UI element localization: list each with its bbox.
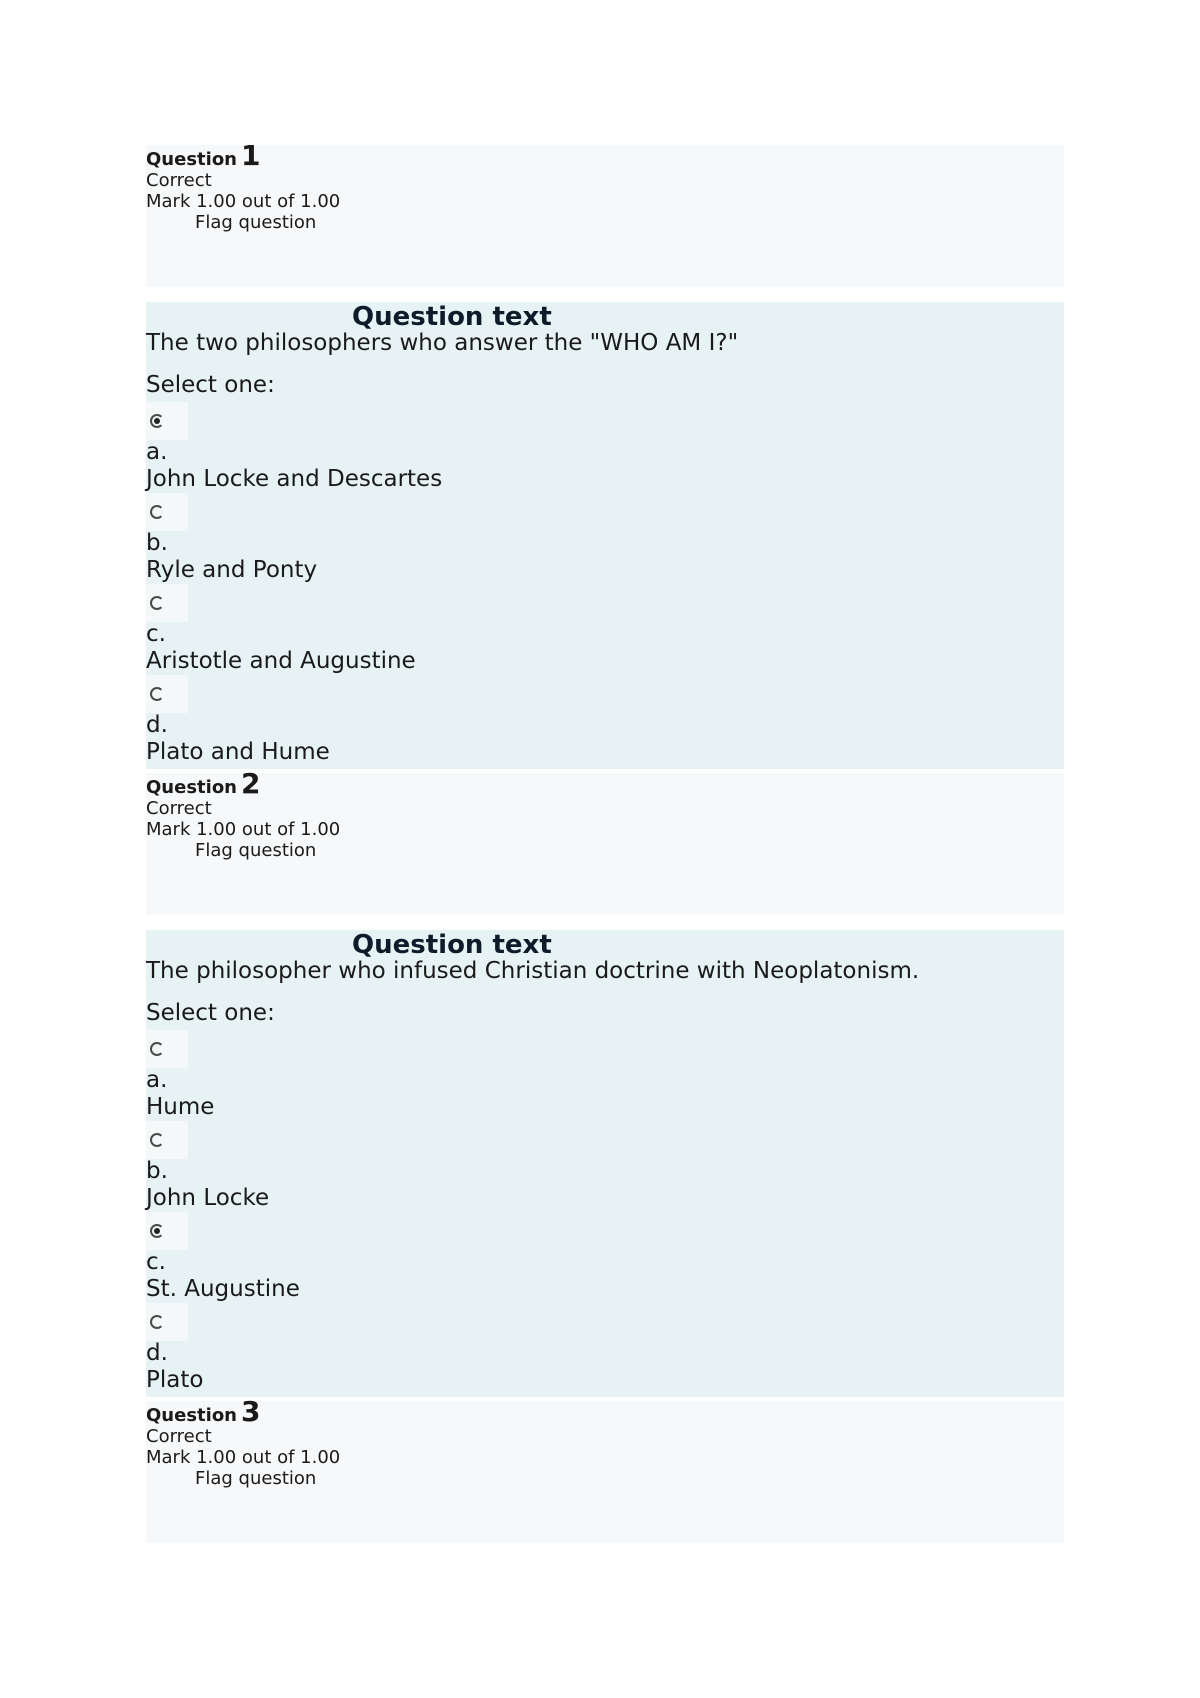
answer-option-a[interactable] [146, 1030, 546, 1121]
question-state: Correct [146, 1426, 212, 1447]
option-letter: c. [146, 1249, 166, 1275]
answer-option-c[interactable] [146, 584, 546, 675]
select-one-label: Select one: [146, 372, 275, 398]
answer-option-a[interactable] [146, 402, 546, 493]
option-letter: d. [146, 712, 168, 738]
answer-option-b[interactable] [146, 493, 546, 584]
radio-button[interactable] [146, 493, 188, 531]
question-number-2 [146, 767, 1064, 800]
question-content-2 [146, 930, 1064, 1397]
option-letter: b. [146, 1158, 168, 1184]
question-content-1 [146, 302, 1064, 769]
flag-question-link[interactable]: Flag question [195, 212, 317, 233]
radio-button[interactable] [146, 1303, 188, 1341]
radio-button[interactable] [146, 675, 188, 713]
select-one-label: Select one: [146, 1000, 275, 1026]
question-number-1 [146, 139, 1064, 172]
question-info-3 [146, 1395, 1064, 1543]
option-letter: d. [146, 1340, 168, 1366]
question-label: Question [146, 1405, 237, 1426]
radio-button[interactable] [146, 1121, 188, 1159]
option-text: Ryle and Ponty [146, 557, 318, 583]
answer-option-d[interactable] [146, 675, 546, 766]
radio-unchecked-icon [150, 1133, 164, 1147]
radio-unchecked-icon [150, 596, 164, 610]
question-text: The philosopher who infused Christian doctrine with Neoplatonism. [146, 958, 920, 984]
question-text-title: Question text [352, 930, 552, 960]
question-mark: Mark 1.00 out of 1.00 [146, 191, 341, 212]
radio-button[interactable] [146, 584, 188, 622]
option-text: Aristotle and Augustine [146, 648, 416, 674]
question-number: 3 [241, 1395, 261, 1428]
question-mark: Mark 1.00 out of 1.00 [146, 819, 341, 840]
question-state: Correct [146, 170, 212, 191]
question-state: Correct [146, 798, 212, 819]
radio-button[interactable] [146, 402, 188, 440]
question-number-3 [146, 1395, 1064, 1428]
radio-checked-icon [150, 1224, 164, 1238]
option-text: St. Augustine [146, 1276, 300, 1302]
question-text-title: Question text [352, 302, 552, 332]
answer-option-d[interactable] [146, 1303, 546, 1394]
question-label: Question [146, 149, 237, 170]
answer-option-c[interactable] [146, 1212, 546, 1303]
question-mark: Mark 1.00 out of 1.00 [146, 1447, 341, 1468]
option-text: John Locke [146, 1185, 270, 1211]
option-text: Plato and Hume [146, 739, 330, 765]
radio-unchecked-icon [150, 1042, 164, 1056]
radio-unchecked-icon [150, 1315, 164, 1329]
option-text: Hume [146, 1094, 215, 1120]
answer-option-b[interactable] [146, 1121, 546, 1212]
radio-unchecked-icon [150, 505, 164, 519]
option-letter: a. [146, 1067, 168, 1093]
option-text: John Locke and Descartes [146, 466, 443, 492]
option-text: Plato [146, 1367, 204, 1393]
question-text: The two philosophers who answer the "WHO AM I?" [146, 330, 739, 356]
question-info-2 [146, 767, 1064, 915]
question-number: 1 [241, 139, 261, 172]
radio-checked-icon [150, 414, 164, 428]
option-letter: a. [146, 439, 168, 465]
question-info-1 [146, 139, 1064, 287]
question-number: 2 [241, 767, 261, 800]
flag-question-link[interactable]: Flag question [195, 840, 317, 861]
option-letter: c. [146, 621, 166, 647]
radio-unchecked-icon [150, 687, 164, 701]
question-label: Question [146, 777, 237, 798]
radio-button[interactable] [146, 1030, 188, 1068]
option-letter: b. [146, 530, 168, 556]
flag-question-link[interactable]: Flag question [195, 1468, 317, 1489]
radio-button[interactable] [146, 1212, 188, 1250]
